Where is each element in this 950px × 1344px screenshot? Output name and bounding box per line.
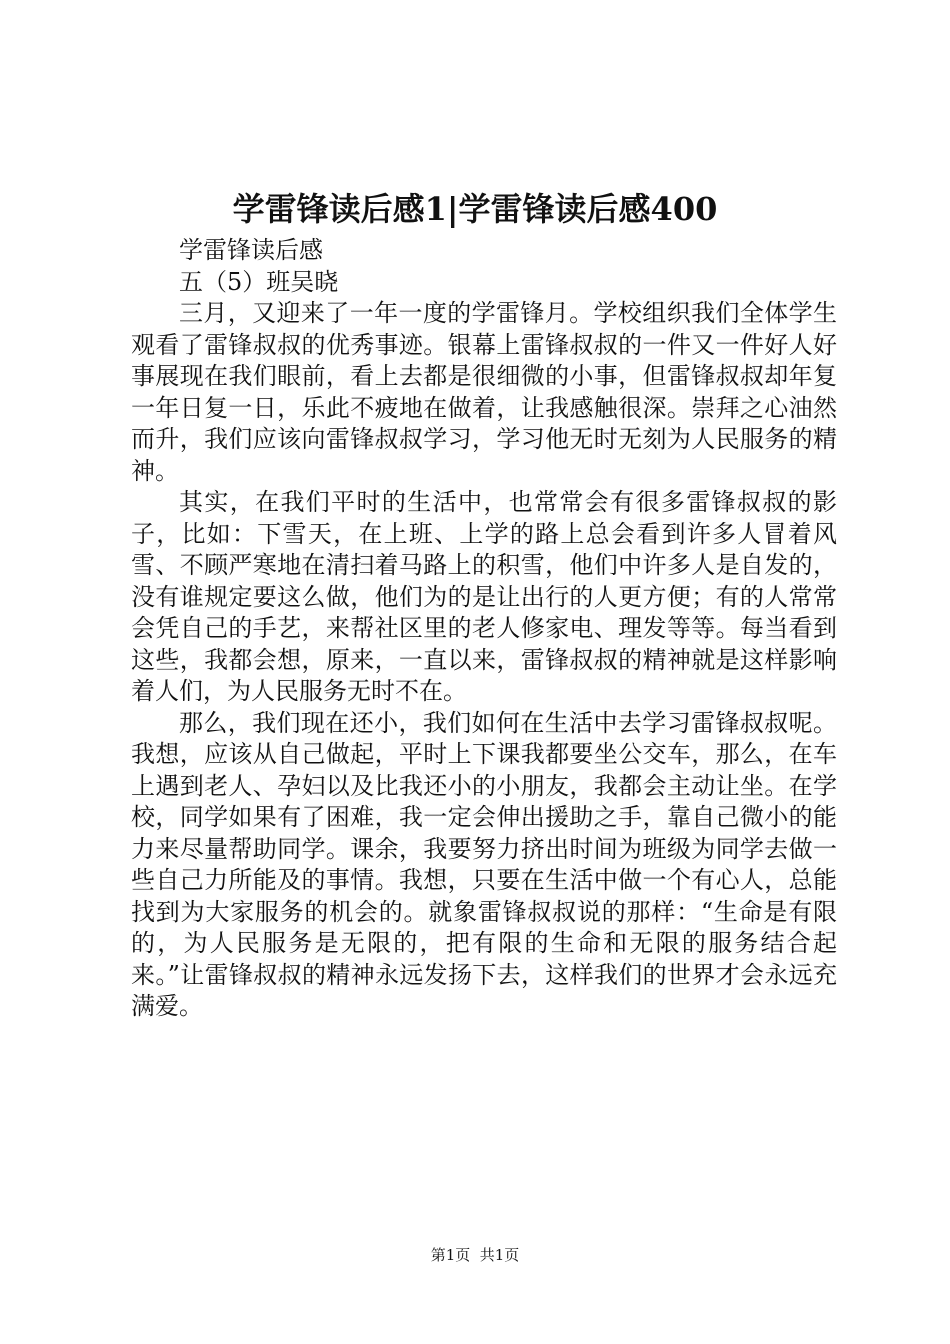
- body-paragraph: 其实，在我们平时的生活中，也常常会有很多雷锋叔叔的影子，比如：下雪天，在上班、上学的路上总会看到许多人冒着风雪、不顾严寒地在清扫着马路上的积雪，他们中许多人是自发的，没有谁规定要这么做，他们为的是让出行的人更方便；有的人常常会凭自己的手艺，来帮社区里的老人修家电、理发等等。每当看到这些，我都会想，原来，一直以来，雷锋叔叔的精神就是这样影响着人们，为人民服务无时不在。: [131, 488, 837, 705]
- body-paragraph: 那么，我们现在还小，我们如何在生活中去学习雷锋叔叔呢。我想，应该从自己做起，平时上下课我都要坐公交车，那么，在车上遇到老人、孕妇以及比我还小的小朋友，我都会主动让坐。在学校，同学如果有了困难，我一定会伸出援助之手，靠自己微小的能力来尽量帮助同学。课余，我要努力挤出时间为班级为同学去做一些自己力所能及的事情。我想，只要在生活中做一个有心人，总能找到为大家服务的机会的。就象雷锋叔叔说的那样：“生命是有限的，为人民服务是无限的，把有限的生命和无限的服务结合起来。”让雷锋叔叔的精神永远发扬下去，这样我们的世界才会永远充满爱。: [131, 708, 837, 1020]
- body-paragraph: 三月，又迎来了一年一度的学雷锋月。学校组织我们全体学生观看了雷锋叔叔的优秀事迹。银幕上雷锋叔叔的一件又一件好人好事展现在我们眼前，看上去都是很细微的小事，但雷锋叔叔却年复一年日复一日，乐此不疲地在做着，让我感触很深。崇拜之心油然而升，我们应该向雷锋叔叔学习，学习他无时无刻为人民服务的精神。: [131, 299, 837, 485]
- page-footer: 第1页 共1页: [430, 1246, 520, 1264]
- essay-heading: 学雷锋读后感: [179, 236, 323, 264]
- document-body: [131, 235, 837, 1023]
- document-title: 学雷锋读后感1|学雷锋读后感400: [232, 190, 718, 228]
- author-line: 五（5）班吴晓: [179, 267, 339, 296]
